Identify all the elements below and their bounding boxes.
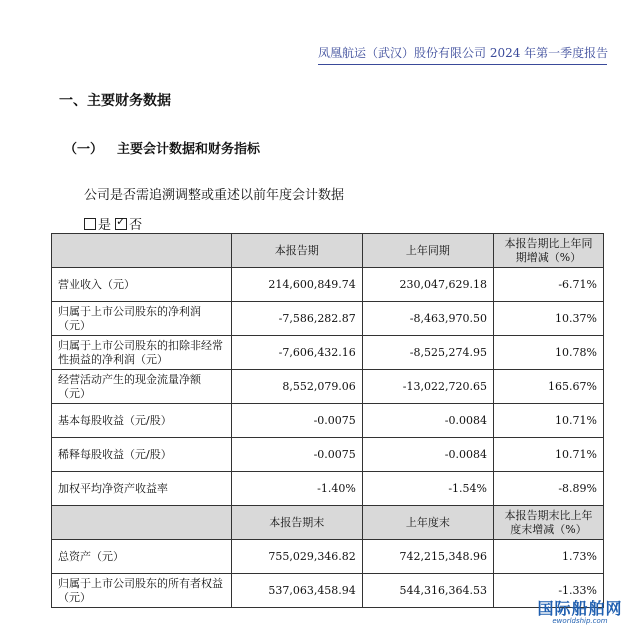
table-row bbox=[52, 336, 604, 370]
table-row bbox=[52, 302, 604, 336]
header-cell bbox=[52, 506, 232, 540]
restatement-choice bbox=[84, 214, 142, 233]
watermark-url: eworldship.com bbox=[552, 617, 608, 625]
subsection-text: 主要会计数据和财务指标 bbox=[117, 142, 261, 157]
header-cell: 本报告期末 bbox=[231, 506, 362, 540]
table-header-row bbox=[52, 506, 604, 540]
prior-value: -13,022,720.65 bbox=[362, 370, 493, 404]
change-value: -1.33% bbox=[494, 574, 604, 608]
table-row bbox=[52, 370, 604, 404]
row-label: 归属于上市公司股东的扣除非经常性损益的净利润（元） bbox=[52, 336, 232, 370]
row-label: 总资产（元） bbox=[52, 540, 232, 574]
table-row bbox=[52, 574, 604, 608]
change-value: 10.78% bbox=[494, 336, 604, 370]
row-label: 归属于上市公司股东的净利润（元） bbox=[52, 302, 232, 336]
current-value: -7,606,432.16 bbox=[231, 336, 362, 370]
change-value: 10.37% bbox=[494, 302, 604, 336]
header-cell: 本报告期比上年同期增减（%） bbox=[494, 234, 604, 268]
row-label: 基本每股收益（元/股） bbox=[52, 404, 232, 438]
no-label: 否 bbox=[129, 218, 143, 233]
prior-value: -1.54% bbox=[362, 472, 493, 506]
current-value: -0.0075 bbox=[231, 438, 362, 472]
current-value: -1.40% bbox=[231, 472, 362, 506]
table-header-row bbox=[52, 234, 604, 268]
table-row bbox=[52, 404, 604, 438]
prior-value: -8,463,970.50 bbox=[362, 302, 493, 336]
change-value: 10.71% bbox=[494, 438, 604, 472]
row-label: 稀释每股收益（元/股） bbox=[52, 438, 232, 472]
row-label: 营业收入（元） bbox=[52, 268, 232, 302]
no-checkbox[interactable] bbox=[115, 218, 127, 230]
header-cell: 上年度末 bbox=[362, 506, 493, 540]
change-value: -8.89% bbox=[494, 472, 604, 506]
yes-label: 是 bbox=[98, 218, 112, 233]
report-header: 凤凰航运（武汉）股份有限公司 2024 年第一季度报告 bbox=[318, 44, 607, 65]
table-row bbox=[52, 438, 604, 472]
prior-value: 230,047,629.18 bbox=[362, 268, 493, 302]
table-row bbox=[52, 472, 604, 506]
period-end-value: 537,063,458.94 bbox=[231, 574, 362, 608]
yes-checkbox[interactable] bbox=[84, 218, 96, 230]
change-value: -6.71% bbox=[494, 268, 604, 302]
prior-value: -8,525,274.95 bbox=[362, 336, 493, 370]
change-value: 10.71% bbox=[494, 404, 604, 438]
section-title: 一、主要财务数据 bbox=[59, 93, 171, 109]
current-value: 8,552,079.06 bbox=[231, 370, 362, 404]
current-value: -7,586,282.87 bbox=[231, 302, 362, 336]
watermark-logo: 国际船舶网 bbox=[537, 599, 623, 618]
table-row bbox=[52, 540, 604, 574]
prior-year-end-value: 742,215,348.96 bbox=[362, 540, 493, 574]
current-value: -0.0075 bbox=[231, 404, 362, 438]
restatement-question: 公司是否需追溯调整或重述以前年度会计数据 bbox=[84, 188, 345, 203]
prior-year-end-value: 544,316,364.53 bbox=[362, 574, 493, 608]
period-end-value: 755,029,346.82 bbox=[231, 540, 362, 574]
current-value: 214,600,849.74 bbox=[231, 268, 362, 302]
header-cell: 上年同期 bbox=[362, 234, 493, 268]
row-label: 归属于上市公司股东的所有者权益（元） bbox=[52, 574, 232, 608]
row-label: 加权平均净资产收益率 bbox=[52, 472, 232, 506]
row-label: 经营活动产生的现金流量净额（元） bbox=[52, 370, 232, 404]
prior-value: -0.0084 bbox=[362, 404, 493, 438]
change-value: 1.73% bbox=[494, 540, 604, 574]
prior-value: -0.0084 bbox=[362, 438, 493, 472]
subsection-number: （一） bbox=[64, 142, 104, 157]
watermark bbox=[525, 596, 635, 625]
financial-data-table bbox=[51, 233, 604, 608]
change-value: 165.67% bbox=[494, 370, 604, 404]
subsection-title bbox=[64, 138, 260, 157]
table-row bbox=[52, 268, 604, 302]
header-cell: 本报告期末比上年度末增减（%） bbox=[494, 506, 604, 540]
header-cell: 本报告期 bbox=[231, 234, 362, 268]
header-cell bbox=[52, 234, 232, 268]
